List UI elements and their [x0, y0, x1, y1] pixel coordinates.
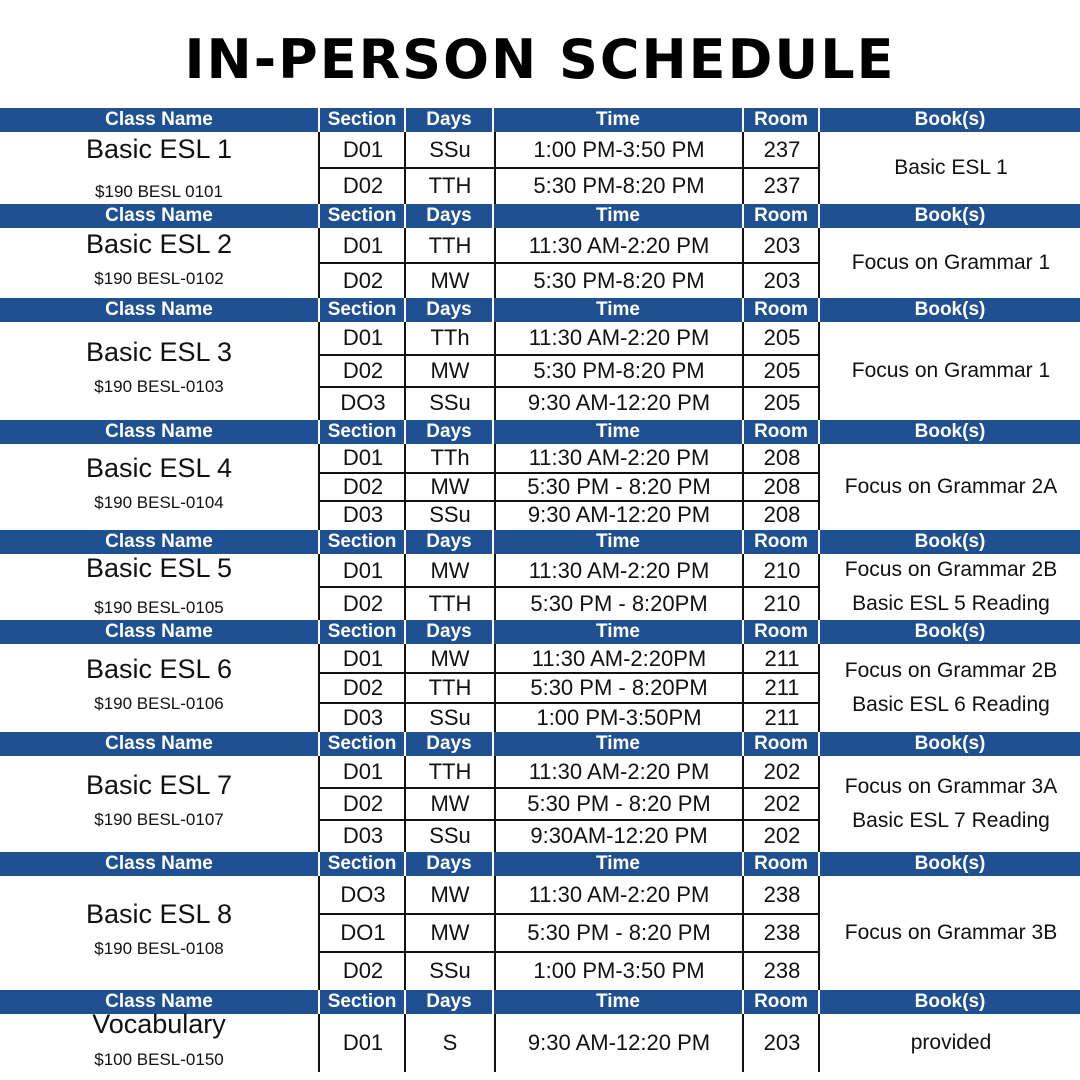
cell-time: 11:30 AM-2:20 PM: [528, 233, 710, 258]
class-body: [0, 1009, 1080, 1072]
section-row: [320, 703, 820, 732]
column-header: Class Name: [0, 852, 320, 876]
section-row: [320, 644, 820, 673]
cell-days: TTH: [428, 173, 472, 198]
class-price-code: $190 BESL-0108: [94, 939, 224, 958]
class-body: [0, 756, 1080, 852]
class-block: [0, 108, 1080, 204]
cell-section: D02: [342, 591, 384, 616]
cell-room: 238: [763, 882, 801, 907]
row-divider: [320, 472, 820, 474]
class-block: [0, 530, 1080, 620]
column-header: Days: [406, 852, 494, 876]
column-header: Room: [744, 852, 820, 876]
book-title: Basic ESL 7 Reading: [852, 809, 1050, 832]
class-name: Basic ESL 3: [85, 337, 233, 367]
cell-room: 202: [763, 759, 801, 784]
cell-time: 11:30 AM-2:20PM: [531, 646, 707, 671]
books-cell: [822, 553, 1080, 621]
books-cell: [822, 654, 1080, 722]
cell-time: 11:30 AM-2:20 PM: [528, 558, 710, 583]
cell-section: DO1: [340, 920, 386, 945]
class-block: [0, 732, 1080, 852]
column-header: Book(s): [914, 621, 986, 642]
cell-time: 5:30 PM-8:20 PM: [533, 268, 705, 293]
cell-room: 237: [763, 173, 801, 198]
cell-section: D01: [342, 445, 384, 470]
cell-days: MW: [430, 268, 470, 293]
column-header: Section: [320, 204, 406, 228]
cell-time: 5:30 PM - 8:20PM: [530, 675, 708, 701]
books-cell: [822, 246, 1080, 280]
cell-section: D01: [342, 137, 384, 162]
class-name: Basic ESL 1: [85, 134, 233, 164]
column-header: Section: [320, 530, 406, 554]
column-header: Days: [406, 530, 494, 554]
cell-section: D01: [342, 1030, 384, 1055]
row-divider: [320, 586, 820, 588]
cell-section: DO3: [340, 390, 386, 416]
column-header: Class Name: [0, 420, 320, 444]
class-price-code: $190 BESL-0104: [94, 493, 224, 512]
page-title: IN-PERSON SCHEDULE: [184, 28, 896, 91]
cell-section: D03: [342, 823, 384, 848]
section-row: [320, 355, 820, 388]
column-header: Book(s): [914, 109, 986, 130]
column-header: Time: [494, 420, 744, 444]
book-title: Basic ESL 6 Reading: [852, 693, 1050, 716]
cell-days: SSu: [429, 958, 471, 983]
cell-time: 9:30AM-12:20 PM: [530, 823, 708, 848]
books-cell: [822, 151, 1080, 185]
section-row: [320, 132, 820, 168]
column-header: Time: [494, 990, 744, 1014]
column-header: Book(s): [914, 205, 986, 226]
cell-time: 1:00 PM-3:50 PM: [533, 137, 705, 162]
column-header: Section: [320, 298, 406, 322]
cell-room: 203: [763, 1030, 801, 1055]
cell-section: D01: [342, 646, 384, 671]
row-divider: [320, 787, 820, 789]
column-header: Days: [406, 108, 494, 132]
section-row: [320, 756, 820, 788]
section-row: [320, 168, 820, 204]
cell-section: D01: [342, 558, 384, 583]
row-divider: [320, 500, 820, 502]
section-row: [320, 952, 820, 990]
cell-time: 5:30 PM - 8:20 PM: [527, 473, 711, 499]
column-header: Days: [406, 298, 494, 322]
section-row: [320, 554, 820, 587]
books-cell: [822, 1026, 1080, 1060]
column-header: Section: [320, 852, 406, 876]
column-header: Class Name: [0, 204, 320, 228]
column-header: Time: [494, 298, 744, 322]
header-row: [0, 204, 1080, 228]
class-price-code: $190 BESL-0106: [94, 694, 224, 713]
books-cell: [822, 770, 1080, 838]
cell-section: DO3: [340, 882, 386, 907]
cell-days: MW: [430, 791, 470, 816]
column-header: Section: [320, 420, 406, 444]
row-divider: [320, 262, 820, 264]
cell-time: 5:30 PM - 8:20PM: [530, 591, 708, 616]
book-title: Focus on Grammar 2B: [844, 659, 1058, 682]
column-header: Days: [406, 732, 494, 756]
class-block: [0, 420, 1080, 530]
cell-room: 202: [763, 823, 801, 848]
section-row: [320, 876, 820, 914]
cell-room: 203: [763, 233, 801, 258]
class-body: [0, 322, 1080, 420]
column-header: Book(s): [914, 853, 986, 874]
section-row: [320, 322, 820, 355]
column-header: Days: [406, 204, 494, 228]
cell-section: D02: [342, 958, 384, 983]
cell-days: MW: [430, 920, 470, 945]
row-divider: [320, 819, 820, 821]
row-divider: [320, 386, 820, 388]
cell-time: 5:30 PM - 8:20 PM: [527, 791, 711, 816]
cell-days: MW: [430, 558, 470, 583]
cell-room: 210: [763, 591, 801, 616]
book-title: Focus on Grammar 2A: [844, 475, 1058, 498]
cell-room: 211: [764, 675, 800, 701]
header-row: [0, 530, 1080, 554]
book-title: Focus on Grammar 1: [851, 251, 1051, 274]
book-title: Focus on Grammar 2B: [844, 558, 1058, 581]
column-header: Section: [320, 108, 406, 132]
column-header: Room: [744, 732, 820, 756]
cell-room: 208: [763, 445, 801, 470]
cell-section: D02: [342, 473, 384, 499]
column-header: Class Name: [0, 530, 320, 554]
cell-room: 238: [763, 920, 801, 945]
column-header: Class Name: [0, 298, 320, 322]
cell-time: 9:30 AM-12:20 PM: [527, 1030, 711, 1055]
cell-days: MW: [430, 357, 470, 383]
column-header: Section: [320, 990, 406, 1014]
cell-room: 210: [763, 558, 801, 583]
cell-room: 208: [763, 473, 801, 499]
book-title: Focus on Grammar 3B: [844, 921, 1058, 944]
section-row: [320, 1014, 820, 1072]
section-row: [320, 587, 820, 620]
column-header: Book(s): [914, 421, 986, 442]
cell-time: 1:00 PM-3:50PM: [536, 704, 702, 730]
header-row: [0, 620, 1080, 644]
class-body: [0, 554, 1080, 620]
column-header: Room: [744, 990, 820, 1014]
class-name: Basic ESL 7: [85, 770, 233, 800]
class-price-code: $190 BESL-0105: [94, 598, 224, 617]
column-header: Book(s): [914, 991, 986, 1012]
cell-section: D03: [342, 502, 384, 528]
column-header: Days: [406, 990, 494, 1014]
row-divider: [320, 913, 820, 915]
class-price-code: $100 BESL-0150: [94, 1050, 224, 1069]
class-body: [0, 644, 1080, 732]
column-header: Book(s): [914, 531, 986, 552]
cell-days: SSu: [429, 704, 471, 730]
cell-section: D02: [342, 268, 384, 293]
column-header: Book(s): [914, 733, 986, 754]
cell-section: D02: [342, 791, 384, 816]
cell-time: 9:30 AM-12:20 PM: [527, 390, 711, 416]
column-header: Class Name: [0, 990, 320, 1014]
column-header: Room: [744, 108, 820, 132]
cell-section: D01: [342, 233, 384, 258]
column-header: Time: [494, 852, 744, 876]
section-row: [320, 387, 820, 420]
section-row: [320, 501, 820, 530]
column-header: Book(s): [914, 299, 986, 320]
class-name: Basic ESL 4: [85, 453, 233, 483]
class-body: [0, 228, 1080, 298]
cell-section: D02: [342, 675, 384, 701]
cell-room: 205: [763, 325, 801, 350]
class-name: Basic ESL 5: [85, 553, 233, 583]
cell-time: 5:30 PM - 8:20 PM: [527, 920, 711, 945]
section-row: [320, 228, 820, 263]
book-title: Focus on Grammar 1: [851, 359, 1051, 382]
column-header: Section: [320, 620, 406, 644]
class-block: [0, 204, 1080, 298]
cell-room: 237: [763, 137, 801, 162]
cell-section: D02: [342, 173, 384, 198]
class-price-code: $190 BESL 0101: [95, 182, 223, 201]
cell-days: TTH: [428, 759, 472, 784]
cell-section: D01: [342, 759, 384, 784]
column-header: Room: [744, 298, 820, 322]
class-price-code: $190 BESL-0107: [94, 810, 224, 829]
cell-room: 202: [763, 791, 801, 816]
class-block: [0, 852, 1080, 990]
book-title: Basic ESL 5 Reading: [852, 592, 1050, 615]
class-block: [0, 298, 1080, 420]
cell-days: SSu: [429, 390, 471, 416]
class-price-code: $190 BESL-0102: [94, 269, 224, 288]
class-name: Basic ESL 6: [85, 654, 233, 684]
column-header: Time: [494, 204, 744, 228]
cell-time: 1:00 PM-3:50 PM: [533, 958, 705, 983]
header-row: [0, 298, 1080, 322]
row-divider: [320, 951, 820, 953]
cell-room: 203: [763, 268, 801, 293]
class-name: Basic ESL 8: [85, 899, 233, 929]
book-title: provided: [910, 1031, 992, 1054]
column-header: Room: [744, 530, 820, 554]
column-header: Room: [744, 204, 820, 228]
section-row: [320, 914, 820, 952]
cell-room: 238: [763, 958, 801, 983]
cell-days: TTh: [430, 445, 470, 470]
column-header: Time: [494, 108, 744, 132]
class-name: Basic ESL 2: [85, 229, 233, 259]
cell-room: 208: [763, 502, 801, 528]
column-header: Room: [744, 420, 820, 444]
row-divider: [320, 672, 820, 674]
cell-days: TTH: [428, 233, 472, 258]
row-divider: [320, 702, 820, 704]
books-cell: [822, 916, 1080, 950]
column-header: Class Name: [0, 732, 320, 756]
section-row: [320, 473, 820, 502]
cell-section: D01: [342, 325, 384, 350]
cell-days: S: [442, 1030, 458, 1055]
cell-days: TTh: [430, 325, 470, 350]
header-row: [0, 420, 1080, 444]
cell-room: 205: [763, 357, 801, 383]
cell-time: 5:30 PM-8:20 PM: [533, 357, 705, 383]
section-row: [320, 673, 820, 702]
cell-days: SSu: [429, 502, 471, 528]
cell-time: 5:30 PM-8:20 PM: [533, 173, 705, 198]
row-divider: [320, 354, 820, 356]
cell-days: MW: [430, 473, 470, 499]
cell-time: 11:30 AM-2:20 PM: [528, 759, 710, 784]
class-block: [0, 620, 1080, 732]
cell-room: 211: [764, 646, 800, 671]
cell-room: 205: [763, 390, 801, 416]
class-name: Vocabulary: [92, 1009, 226, 1039]
cell-time: 11:30 AM-2:20 PM: [528, 445, 710, 470]
section-row: [320, 263, 820, 298]
cell-days: MW: [430, 882, 470, 907]
cell-time: 11:30 AM-2:20 PM: [528, 882, 710, 907]
column-header: Days: [406, 420, 494, 444]
column-header: Section: [320, 732, 406, 756]
column-header: Time: [494, 530, 744, 554]
book-title: Basic ESL 1: [894, 156, 1008, 179]
section-row: [320, 444, 820, 473]
class-body: [0, 132, 1080, 204]
cell-section: D02: [342, 357, 384, 383]
row-divider: [320, 167, 820, 169]
column-header: Time: [494, 732, 744, 756]
books-cell: [822, 470, 1080, 504]
header-row: [0, 108, 1080, 132]
column-header: Class Name: [0, 108, 320, 132]
column-header: Room: [744, 620, 820, 644]
class-body: [0, 876, 1080, 990]
class-price-code: $190 BESL-0103: [94, 377, 224, 396]
cell-days: MW: [430, 646, 470, 671]
class-block: [0, 990, 1080, 1072]
cell-room: 211: [764, 704, 800, 730]
cell-days: SSu: [429, 137, 471, 162]
cell-time: 9:30 AM-12:20 PM: [527, 502, 711, 528]
cell-section: D03: [342, 704, 384, 730]
header-row: [0, 732, 1080, 756]
header-row: [0, 852, 1080, 876]
books-cell: [822, 354, 1080, 388]
column-header: Class Name: [0, 620, 320, 644]
section-row: [320, 820, 820, 852]
column-header: Time: [494, 620, 744, 644]
cell-days: TTH: [428, 675, 472, 701]
cell-time: 11:30 AM-2:20 PM: [528, 325, 710, 350]
cell-days: TTH: [428, 591, 472, 616]
column-header: Days: [406, 620, 494, 644]
book-title: Focus on Grammar 3A: [844, 775, 1058, 798]
section-row: [320, 788, 820, 820]
cell-days: SSu: [429, 823, 471, 848]
class-body: [0, 444, 1080, 530]
